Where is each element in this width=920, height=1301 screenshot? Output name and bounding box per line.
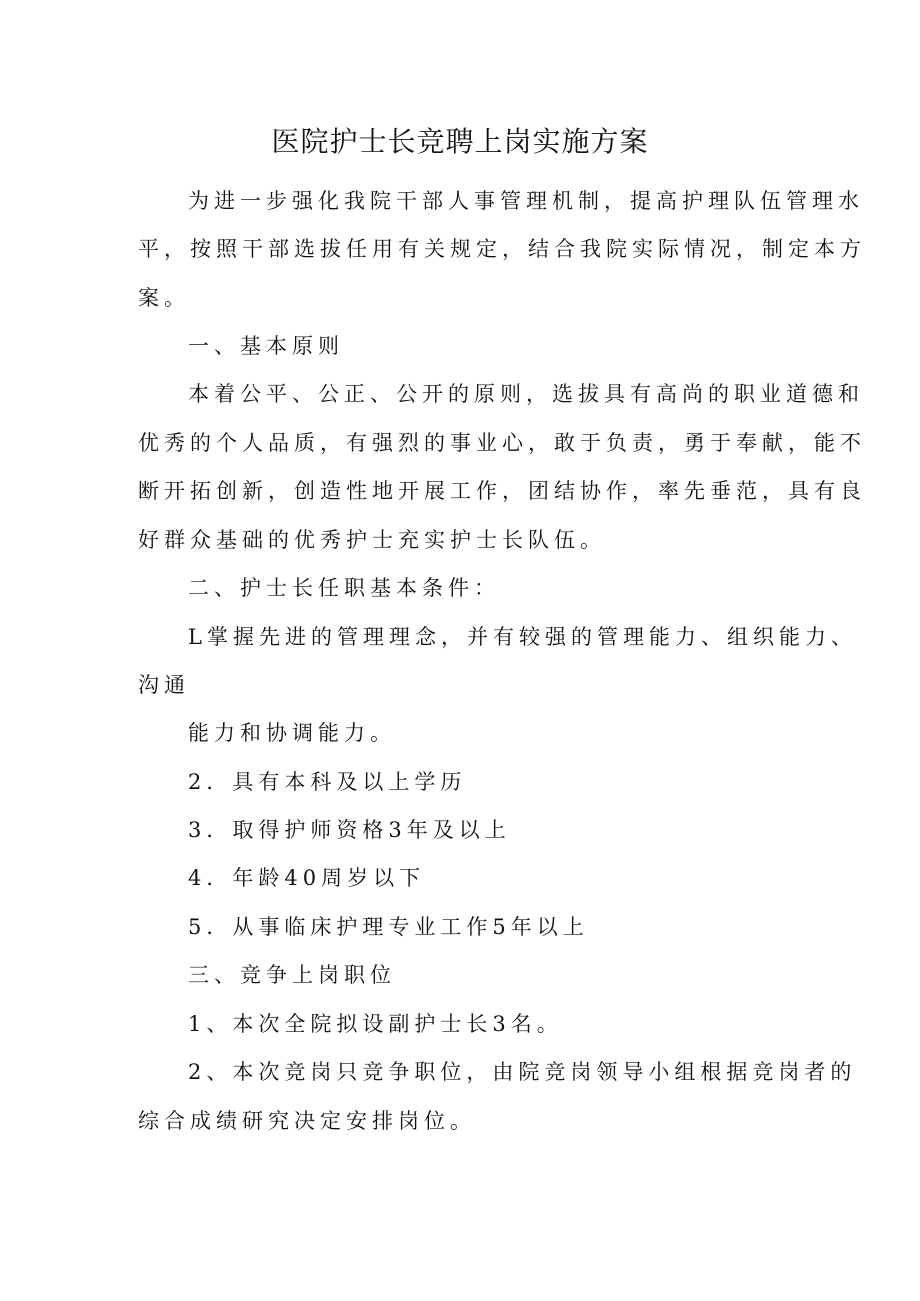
paragraph-line: 为进一步强化我院干部人事管理机制，提高护理队伍管理水	[188, 189, 864, 213]
list-item-continuation: 综合成绩研究决定安排岗位。	[138, 1109, 476, 1133]
list-item: 2、本次竞岗只竞争职位，由院竞岗领导小组根据竞岗者的	[188, 1060, 857, 1084]
paragraph-line: 平，按照干部选拔任用有关规定，结合我院实际情况，制定本方	[138, 237, 866, 261]
list-item: 3．取得护师资格3年及以上	[188, 818, 511, 842]
list-item: L掌握先进的管理理念，并有较强的管理能力、组织能力、	[188, 625, 857, 649]
section-heading: 一、基本原则	[188, 334, 344, 358]
list-item: 2．具有本科及以上学历	[188, 770, 467, 794]
paragraph-line: 好群众基础的优秀护士充实护士长队伍。	[138, 528, 606, 552]
list-item: 1、本次全院拟设副护士长3名。	[188, 1012, 563, 1036]
list-item: 4．年龄40周岁以下	[188, 866, 426, 890]
list-item-continuation: 沟通	[138, 673, 190, 697]
list-item-continuation: 能力和协调能力。	[188, 721, 396, 745]
document-title: 医院护士长竞聘上岗实施方案	[271, 125, 649, 158]
list-item: 5．从事临床护理专业工作5年以上	[188, 915, 589, 939]
paragraph-line: 案。	[138, 286, 190, 310]
section-heading: 二、护士长任职基本条件：	[188, 576, 500, 600]
section-heading: 三、竞争上岗职位	[188, 963, 396, 987]
paragraph-line: 断开拓创新，创造性地开展工作，团结协作，率先垂范，具有良	[138, 479, 866, 503]
paragraph-line: 优秀的个人品质，有强烈的事业心，敢于负责，勇于奉献，能不	[138, 431, 866, 455]
paragraph-line: 本着公平、公正、公开的原则，选拔具有高尚的职业道德和	[188, 382, 864, 406]
